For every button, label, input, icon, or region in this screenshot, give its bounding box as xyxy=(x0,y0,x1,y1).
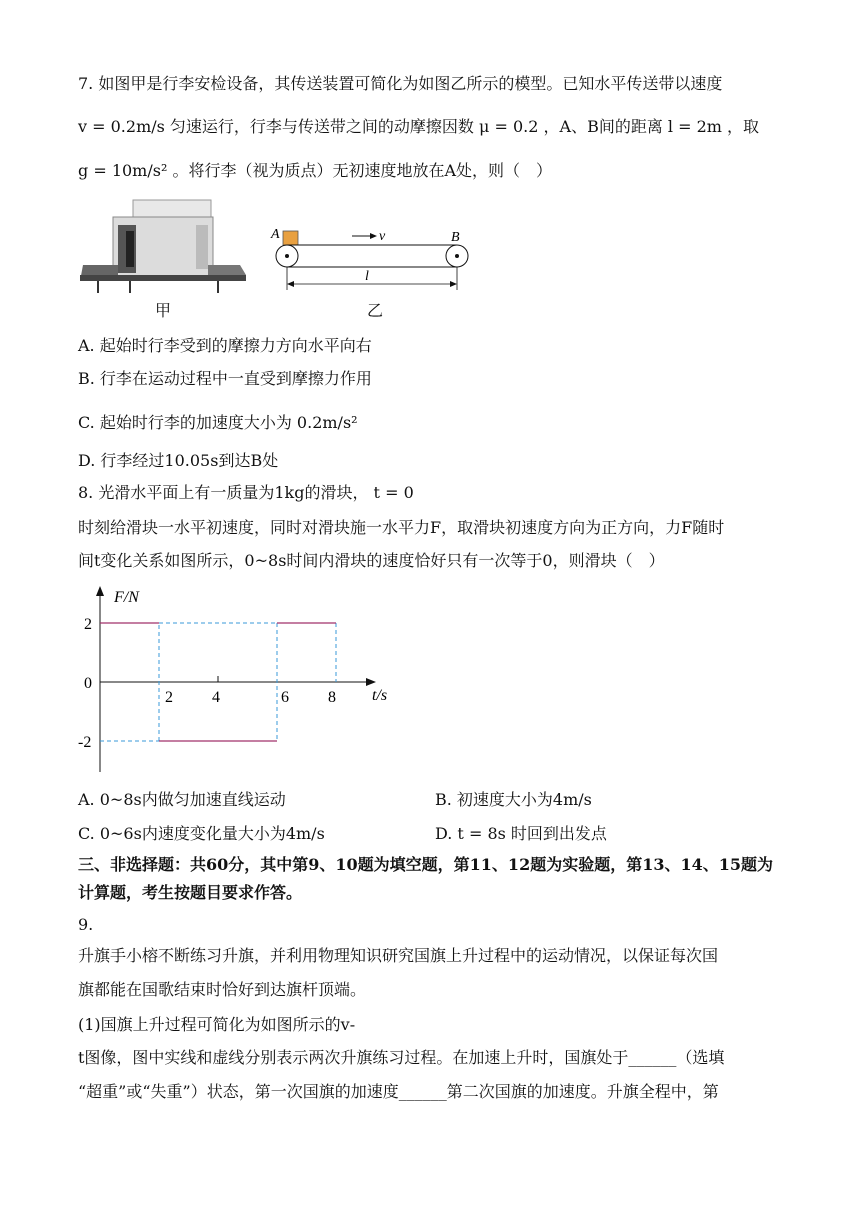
figure-label-jia: 甲 xyxy=(155,301,172,320)
x-tick-label-2: 2 xyxy=(165,689,173,706)
q7-option-d: D. 行李经过10.05s到达B处 xyxy=(78,451,279,470)
q7-option-a: A. 起始时行李受到的摩擦力方向水平向右 xyxy=(78,336,372,355)
q8-line-3: 间t变化关系如图所示，0~8s时间内滑块的速度恰好只有一次等于0，则滑块（ ） xyxy=(78,551,665,570)
luggage-box xyxy=(283,231,298,245)
q8-option-d: D. t = 8s 时回到出发点 xyxy=(435,824,607,843)
q9-number: 9. xyxy=(78,915,94,934)
security-scanner-image xyxy=(78,195,248,300)
q7-line-3: g = 10m/s² 。将行李（视为质点）无初速度地放在A处，则（ ） xyxy=(78,161,553,180)
q9-line-1: 升旗手小榕不断练习升旗，并利用物理知识研究国旗上升过程中的运动情况，以保证每次国 xyxy=(78,946,719,965)
y-axis-arrow xyxy=(96,586,104,596)
x-tick-label-4: 4 xyxy=(212,689,220,706)
figure-label-yi: 乙 xyxy=(367,301,384,320)
y-tick-label-0: 0 xyxy=(84,675,92,692)
q7-line-2: v = 0.2m/s 匀速运行，行李与传送带之间的动摩擦因数 μ = 0.2 ，A、B间的距离 l = 2m ，取 xyxy=(78,117,760,136)
x-tick-label-8: 8 xyxy=(328,689,336,706)
x-axis-label: t/s xyxy=(372,687,388,704)
y-axis-label: F/N xyxy=(114,589,139,606)
q8-option-c: C. 0~6s内速度变化量大小为4m/s xyxy=(78,824,325,843)
point-a-label: A xyxy=(271,227,280,242)
q8-option-a: A. 0~8s内做匀加速直线运动 xyxy=(78,790,286,809)
x-axis-arrow xyxy=(366,678,376,686)
q9-line-2: 旗都能在国歌结束时恰好到达旗杆顶端。 xyxy=(78,980,367,999)
x-tick-label-6: 6 xyxy=(281,689,289,706)
q7-line-1: 7. 如图甲是行李安检设备，其传送装置可简化为如图乙所示的模型。已知水平传送带以速度 xyxy=(78,74,723,93)
velocity-label: v xyxy=(379,229,386,244)
section3-line-2: 计算题，考生按题目要求作答。 xyxy=(78,883,303,902)
q8-option-b: B. 初速度大小为4m/s xyxy=(435,790,592,809)
y-tick-label-2: 2 xyxy=(84,616,92,633)
section3-line-1: 三、非选择题：共60分，其中第9、10题为填空题，第11、12题为实验题，第13、14、15题为 xyxy=(78,855,773,874)
q9-line-3: (1)国旗上升过程可简化为如图所示的v- xyxy=(78,1015,356,1034)
q7-option-b: B. 行李在运动过程中一直受到摩擦力作用 xyxy=(78,369,372,388)
point-b-label: B xyxy=(451,230,460,245)
conveyor-diagram xyxy=(265,222,480,302)
y-tick-label--2: -2 xyxy=(78,734,92,751)
force-time-chart xyxy=(70,580,400,780)
q8-line-1: 8. 光滑水平面上有一质量为1kg的滑块， t = 0 xyxy=(78,483,414,502)
q8-line-2: 时刻给滑块一水平初速度，同时对滑块施一水平力F，取滑块初速度方向为正方向，力F随时 xyxy=(78,518,725,537)
q9-line-5: “超重”或“失重”）状态，第一次国旗的加速度______第二次国旗的加速度。升旗全程中，第 xyxy=(78,1082,719,1101)
length-label: l xyxy=(365,269,369,284)
q9-line-4: t图像，图中实线和虚线分别表示两次升旗练习过程。在加速上升时，国旗处于______（选填 xyxy=(78,1048,725,1067)
q7-option-c: C. 起始时行李的加速度大小为 0.2m/s² xyxy=(78,413,358,432)
